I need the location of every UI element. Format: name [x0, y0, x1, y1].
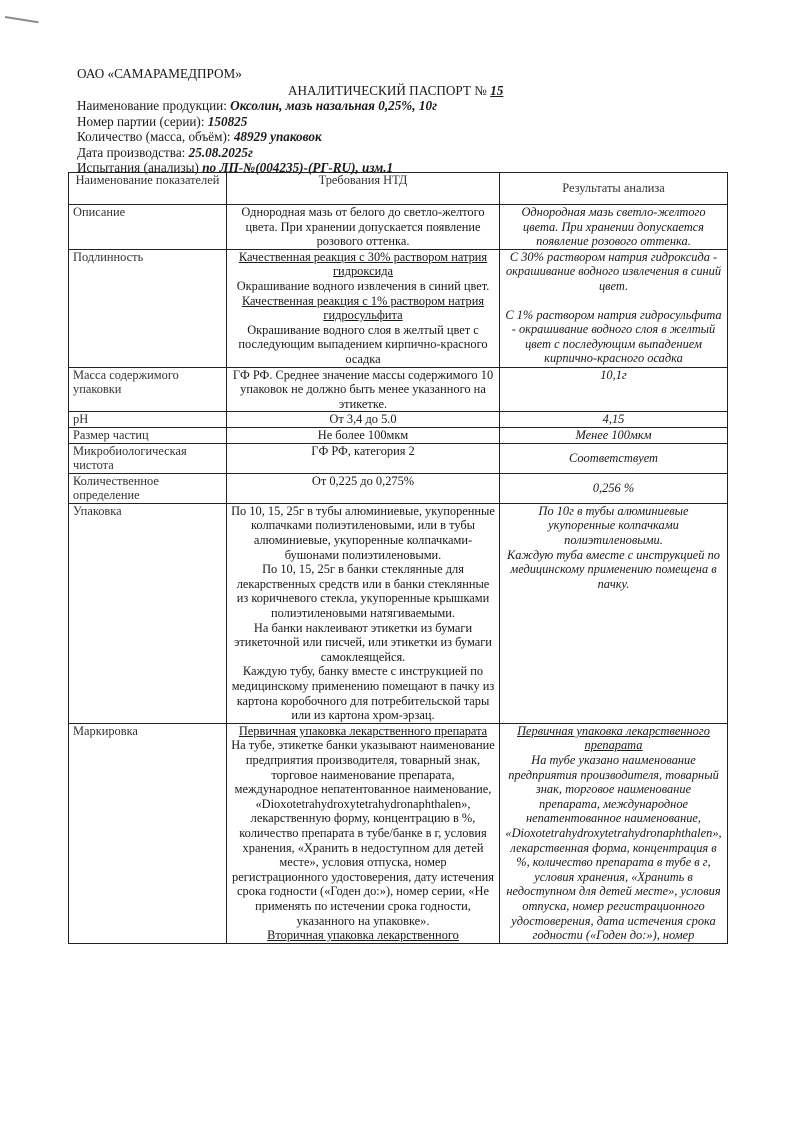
meta-label: Наименование продукции:	[77, 98, 231, 113]
meta-value: 150825	[207, 113, 248, 129]
row-requirement	[227, 249, 500, 367]
requirement-text: По 10, 15, 25г в тубы алюминиевые, укупоренные колпачками полиэтиленовыми, или в тубы алюминиевые, укупоренные колпачками-бушонами полиэтиленовыми.	[231, 503, 495, 562]
meta-label: Номер партии (серии):	[77, 113, 208, 129]
row-name: Количественное определение	[69, 473, 227, 503]
company-name: ОАО «САМАРАМЕДПРОМ»	[77, 66, 242, 81]
row-result	[500, 249, 728, 367]
table-row	[69, 723, 728, 943]
meta-label: Дата производства:	[77, 144, 189, 160]
table-row	[69, 427, 728, 443]
row-requirement: ГФ РФ, категория 2	[227, 443, 500, 473]
meta-product-name	[77, 98, 437, 114]
result-text: По 10г в тубы алюминиевые укупоренные колпачками полиэтиленовыми.	[538, 503, 689, 548]
row-requirement	[227, 723, 500, 943]
analysis-table	[68, 172, 728, 944]
row-name: Масса содержимого упаковки	[69, 367, 227, 412]
meta-production-date	[77, 145, 437, 161]
row-requirement: Не более 100мкм	[227, 427, 500, 443]
requirement-text: На тубе, этикетке банки указывают наименование предприятия производителя, товарный знак, торговое наименование препарата, международное непатентованное наименование, «Dioxotetrahydroxytetrahydronaphthalen», лекарственную форму, концентрацию в %, количество препарата в тубе/банке в г, условия хранения, «Хранить в недоступном для детей месте», условия отпуска, номер регистрационного удостоверения, дату истечения срока годности («Годен до:»), номер серии, «Не применять по истечении срока годности, указанного на упаковке».	[231, 738, 495, 928]
meta-value: Оксолин, мазь назальная 0,25%, 10г	[230, 98, 437, 113]
row-name: Подлинность	[69, 249, 227, 367]
requirement-subheading: Качественная реакция с 30% раствором натрия гидроксида	[238, 249, 488, 279]
row-requirement: От 0,225 до 0,275%	[227, 473, 500, 503]
row-name: Микробиологическая чистота	[69, 443, 227, 473]
row-name: pH	[69, 412, 227, 428]
row-requirement: От 3,4 до 5.0	[227, 412, 500, 428]
row-result: Соответствует	[500, 443, 728, 473]
document-number: 15	[490, 83, 504, 98]
requirement-text: Окрашивание водного слоя в желтый цвет с последующим выпадением кирпично-красного осадка	[238, 322, 488, 366]
row-result: 4,15	[500, 412, 728, 428]
row-result: 0,256 %	[500, 473, 728, 503]
row-result: 10,1г	[500, 367, 728, 412]
result-text: На тубе указано наименование предприятия производителя, товарный знак, торговое наименование препарата, международное непатентованное наименование, «Dioxotetrahydroxytetrahydronaphthalen», лекарственная форма, концентрация в %, количество препарата в тубе в г, условия хранения, «Хранить в недоступном для детей месте», условия отпуска, номер регистрационного удостоверения, дата истечения срока годности («Годен до:»), номер	[505, 752, 722, 943]
table-header-row	[69, 173, 728, 205]
requirement-text: На банки наклеивают этикетки из бумаги этикеточной или писчей, или этикетки из бумаги самоклеящейся.	[234, 620, 492, 664]
meta-batch-number	[77, 114, 437, 130]
row-requirement	[227, 503, 500, 723]
requirement-text: Каждую тубу, банку вместе с инструкцией по медицинскому применению помещают в пачку из картона коробочного для потребительской тары или из картона хром-эрзац.	[231, 664, 495, 723]
table-row	[69, 443, 728, 473]
row-result: Однородная мазь светло-желтого цвета. При хранении допускается появление розового оттенка.	[500, 205, 728, 250]
scan-artifact-mark	[5, 16, 39, 23]
product-meta	[77, 98, 437, 176]
requirement-subheading: Первичная упаковка лекарственного препарата	[238, 723, 488, 738]
requirement-text: Окрашивание водного извлечения в синий цвет.	[236, 278, 490, 293]
document-title	[288, 83, 503, 99]
result-text: С 1% раствором натрия гидросульфита - окрашивание водного слоя в желтый цвет с последующим выпадением кирпично-красного осадка	[505, 307, 722, 366]
requirement-text: По 10, 15, 25г в банки стеклянные для лекарственных средств или в банки стеклянные из коричневого стекла, укупоренные крышками полиэтиленовыми натягиваемыми.	[236, 562, 490, 621]
result-text: С 30% раствором натрия гидроксида - окрашивание водного извлечения в синий цвет.	[505, 249, 722, 293]
table-row	[69, 473, 728, 503]
row-name: Маркировка	[69, 723, 227, 943]
requirement-subheading: Качественная реакция с 1% раствором натрия гидросульфита	[241, 293, 485, 323]
row-name: Упаковка	[69, 503, 227, 723]
spacer	[504, 294, 723, 308]
row-result	[500, 723, 728, 943]
row-name: Размер частиц	[69, 427, 227, 443]
row-requirement: Однородная мазь от белого до светло-желтого цвета. При хранении допускается появление розового оттенка.	[227, 205, 500, 250]
table-row	[69, 503, 728, 723]
header-results: Результаты анализа	[500, 173, 728, 205]
meta-label: Количество (масса, объём):	[77, 129, 234, 145]
result-subheading: Первичная упаковка лекарственного препарата	[517, 723, 710, 753]
meta-label: Испытания (анализы)	[77, 160, 203, 176]
table-row	[69, 249, 728, 367]
table-row	[69, 412, 728, 428]
requirement-subheading: Вторичная упаковка лекарственного	[267, 928, 459, 943]
meta-value: по ЛП-№(004235)-(РГ-RU), изм.1	[202, 160, 394, 176]
meta-value: 48929 упаковок	[233, 129, 322, 145]
table-row	[69, 205, 728, 250]
row-name: Описание	[69, 205, 227, 250]
row-result: Менее 100мкм	[500, 427, 728, 443]
result-text: Каждую туба вместе с инструкцией по медицинскому применению помещена в пачку.	[506, 547, 720, 591]
meta-value: 25.08.2025г	[188, 144, 253, 160]
document-title-prefix: АНАЛИТИЧЕСКИЙ ПАСПОРТ №	[288, 83, 487, 98]
meta-quantity	[77, 129, 437, 145]
row-requirement: ГФ РФ. Среднее значение массы содержимого 10 упаковок не должно быть менее указанного на этикетке.	[227, 367, 500, 412]
header-requirements: Требования НТД	[227, 173, 500, 205]
table-row	[69, 367, 728, 412]
header-indicator: Наименование показателей	[69, 173, 227, 205]
row-result	[500, 503, 728, 723]
